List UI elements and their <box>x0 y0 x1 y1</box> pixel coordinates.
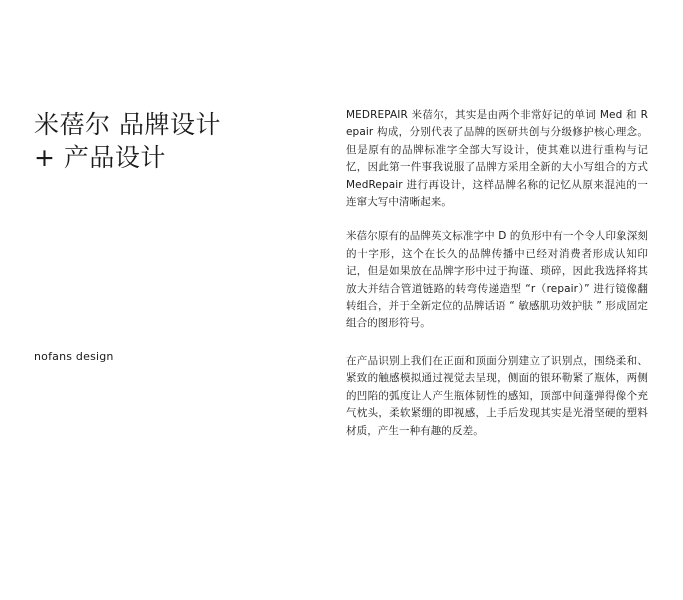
paragraph-product-design: 在产品识别上我们在正面和顶面分别建立了识别点，围绕柔和、紧致的触感模拟通过视觉去呈现，侧面的银环勒紧了瓶体，两侧的凹陷的弧度让人产生瓶体韧性的感知，顶部中间蓬弹得像个充气枕头，柔软紧绷的即视感，上手后发现其实是光滑坚硬的塑料材质，产生一种有趣的反差。 <box>346 354 648 437</box>
title-line-1: 米蓓尔 品牌设计 <box>34 110 221 139</box>
paragraph-logo-symbol: 米蓓尔原有的品牌英文标准字中 D 的负形中有一个令人印象深刻的十字形，这个在长久的品牌传播中已经对消费者形成认知印记，但是如果放在品牌字形中过于拘谨、琐碎，因此我选择将其放大并结合管道链路的转弯传递造型 “r（repair）” 进行镜像翻转组合，并于全新定位的品牌话语 “ 敏感肌功效护肤 ” 形成固定组合的图形符号。 <box>346 230 648 330</box>
description-text <box>346 107 648 457</box>
studio-name: nofans design <box>34 350 114 363</box>
title-line-2: + 产品设计 <box>34 143 166 172</box>
page-title <box>34 108 324 174</box>
paragraph-brand-name: MEDREPAIR 米蓓尔，其实是由两个非常好记的单词 Med 和 Repair 构成，分别代表了品牌的医研共创与分级修护核心理念。但是原有的品牌标准字全部大写设计，使其难以进行重构与记忆，因此第一件事我说服了品牌方采用全新的大小写组合的方式 MedRepair 进行再设计，这样品牌名称的记忆从原来混沌的一连窜大写中清晰起来。 <box>346 109 648 209</box>
